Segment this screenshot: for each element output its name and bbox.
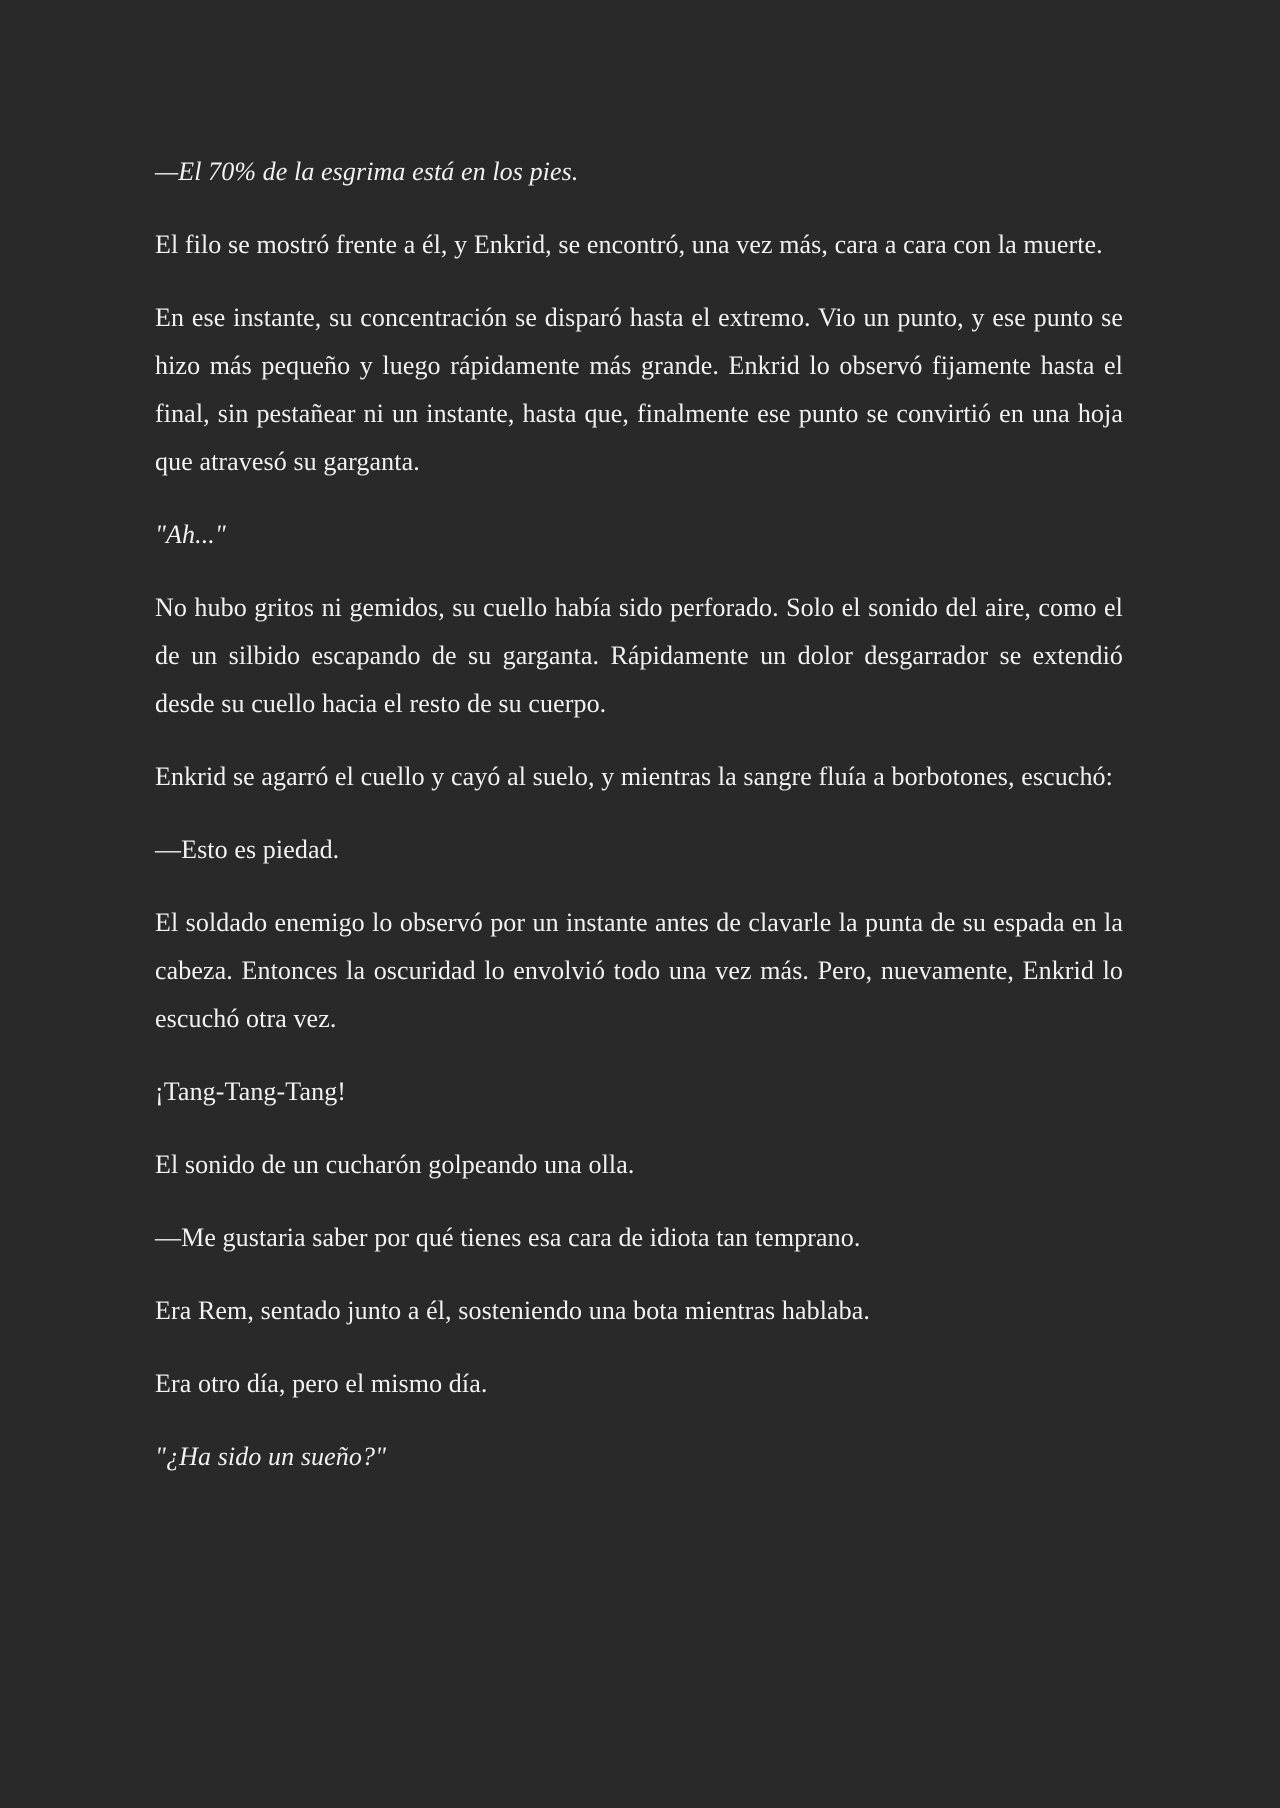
paragraph-11: —Me gustaria saber por qué tienes esa cara de idiota tan temprano. (155, 1223, 861, 1252)
paragraph-7: —Esto es piedad. (155, 835, 340, 864)
paragraph-9: ¡Tang-Tang-Tang! (155, 1077, 347, 1106)
paragraph-3: En ese instante, su concentración se disparó hasta el extremo. Vio un punto, y ese punto se hizo más pequeño y luego rápidamente más grande. Enkrid lo observó fijamente hasta el final, sin pestañear ni un instante, hasta que, finalmente ese punto se convirtió en una hoja que atravesó su garganta. (155, 303, 1123, 476)
paragraph-12: Era Rem, sentado junto a él, sosteniendo una bota mientras hablaba. (155, 1296, 870, 1325)
paragraph-6: Enkrid se agarró el cuello y cayó al suelo, y mientras la sangre fluía a borbotones, escuchó: (155, 762, 1113, 791)
paragraph-1: —El 70% de la esgrima está en los pies. (155, 157, 579, 186)
paragraph-13: Era otro día, pero el mismo día. (155, 1369, 488, 1398)
paragraph-8: El soldado enemigo lo observó por un instante antes de clavarle la punta de su espada en la cabeza. Entonces la oscuridad lo envolvió todo una vez más. Pero, nuevamente, Enkrid lo escuchó otra vez. (155, 908, 1123, 1033)
paragraph-4: "Ah..." (155, 520, 226, 549)
paragraph-14: "¿Ha sido un sueño?" (155, 1442, 387, 1471)
paragraph-10: El sonido de un cucharón golpeando una olla. (155, 1150, 635, 1179)
paragraph-5: No hubo gritos ni gemidos, su cuello había sido perforado. Solo el sonido del aire, como el de un silbido escapando de su garganta. Rápidamente un dolor desgarrador se extendió desde su cuello hacia el resto de su cuerpo. (155, 593, 1123, 718)
paragraph-2: El filo se mostró frente a él, y Enkrid, se encontró, una vez más, cara a cara con la muerte. (155, 230, 1103, 259)
